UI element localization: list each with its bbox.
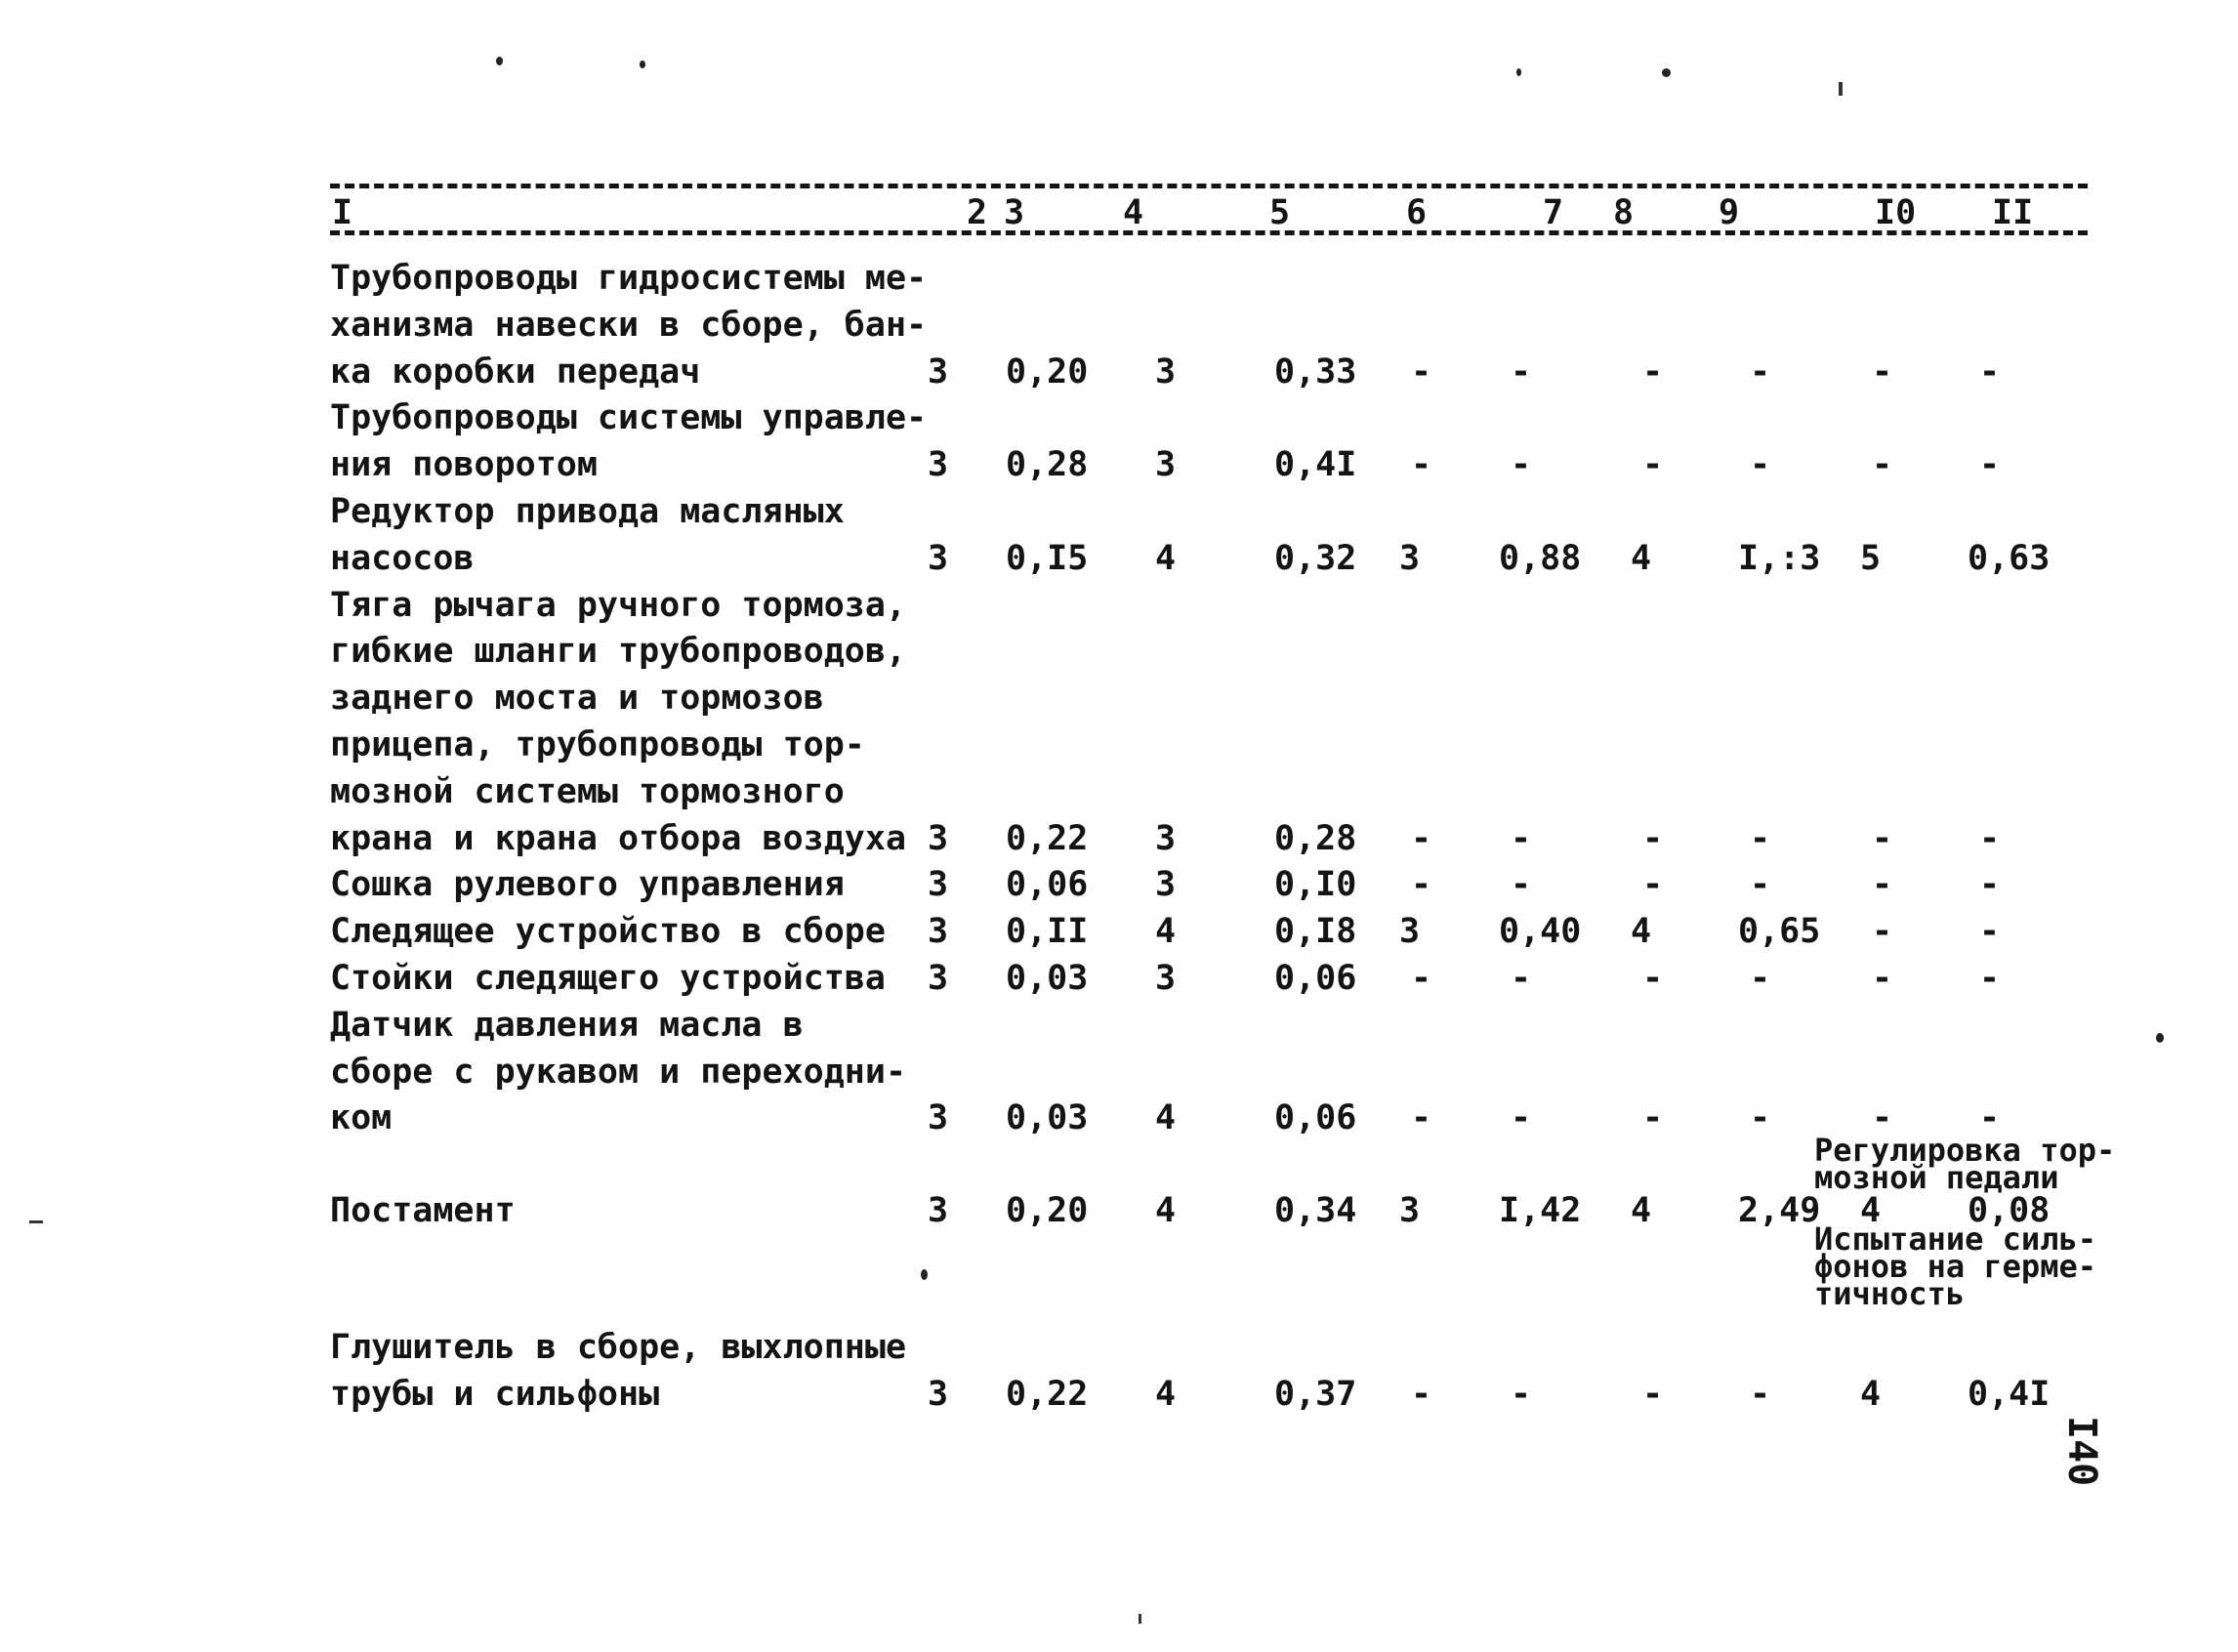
- table-cell: 0,II: [1006, 912, 1089, 951]
- table-cell: -: [1979, 912, 2001, 951]
- row-name-line: Редуктор привода масляных: [330, 492, 845, 531]
- table-cell: -: [1642, 959, 1664, 998]
- note-brake-pedal-line: Регулировка тор-: [1814, 1132, 2116, 1169]
- table-cell: -: [1642, 1098, 1664, 1137]
- table-cell: 4: [1155, 1191, 1177, 1230]
- row-name-line: Датчик давления масла в: [330, 1006, 804, 1045]
- table-cell: 0,06: [1274, 1098, 1357, 1137]
- table-cell: -: [1979, 1098, 2001, 1137]
- row-name-line: Глушитель в сборе, выхлопные: [330, 1328, 907, 1367]
- table-cell: -: [1979, 819, 2001, 858]
- page-number: I40: [2059, 1416, 2104, 1487]
- table-cell: -: [1411, 1098, 1432, 1137]
- column-number: I: [332, 193, 353, 232]
- table-cell: -: [1411, 959, 1432, 998]
- scan-speck: [2156, 1033, 2164, 1043]
- scan-speck: [496, 57, 503, 65]
- column-number: 9: [1719, 193, 1740, 232]
- table-cell: I,:3: [1738, 539, 1821, 578]
- row-name-line: ханизма навески в сборе, бан-: [330, 306, 928, 345]
- table-cell: 0,40: [1499, 912, 1582, 951]
- table-cell: 3: [928, 352, 949, 392]
- table-cell: -: [1872, 352, 1893, 392]
- table-cell: -: [1750, 819, 1771, 858]
- row-name-line: Сошка рулевого управления: [330, 865, 845, 904]
- row-name-line: сборе с рукавом и переходни-: [330, 1053, 907, 1092]
- column-number: 5: [1269, 193, 1291, 232]
- row-name-line: прицепа, трубопроводы тор-: [330, 725, 865, 764]
- table-cell: -: [1642, 819, 1664, 858]
- table-top-rule: [330, 184, 2088, 188]
- table-cell: 0,34: [1274, 1191, 1357, 1230]
- scan-speck: [921, 1269, 928, 1280]
- table-cell: 3: [1155, 819, 1177, 858]
- table-cell: 0,03: [1006, 1098, 1089, 1137]
- table-cell: -: [1872, 819, 1893, 858]
- table-cell: 5: [1860, 539, 1882, 578]
- table-cell: -: [1872, 912, 1893, 951]
- table-cell: 0,03: [1006, 959, 1089, 998]
- table-cell: 4: [1155, 1098, 1177, 1137]
- row-name-line: мозной системы тормозного: [330, 772, 845, 811]
- table-cell: 4: [1860, 1191, 1882, 1230]
- table-cell: -: [1979, 352, 2001, 392]
- column-number: II: [1992, 193, 2034, 232]
- table-cell: 3: [1399, 539, 1421, 578]
- note-bellows-test-line: Испытание силь-: [1814, 1220, 2096, 1258]
- table-cell: -: [1511, 819, 1532, 858]
- table-cell: 0,65: [1738, 912, 1821, 951]
- row-name-line: Тяга рычага ручного тормоза,: [330, 586, 907, 625]
- column-number: 2: [967, 193, 988, 232]
- table-cell: -: [1872, 959, 1893, 998]
- row-name-line: заднего моста и тормозов: [330, 679, 824, 718]
- table-cell: -: [1411, 1375, 1432, 1414]
- row-name-line: ком: [330, 1098, 393, 1137]
- table-cell: -: [1411, 865, 1432, 904]
- table-cell: 4: [1631, 912, 1652, 951]
- table-cell: 0,20: [1006, 1191, 1089, 1230]
- column-number: 6: [1406, 193, 1428, 232]
- table-cell: 3: [928, 819, 949, 858]
- row-name-line: ния поворотом: [330, 445, 598, 484]
- table-cell: 0,I0: [1274, 865, 1357, 904]
- table-cell: 0,22: [1006, 1375, 1089, 1414]
- table-cell: -: [1750, 959, 1771, 998]
- table-cell: -: [1750, 865, 1771, 904]
- table-cell: 3: [928, 1191, 949, 1230]
- table-cell: 4: [1860, 1375, 1882, 1414]
- note-bellows-test-line: тичность: [1814, 1275, 1966, 1312]
- table-cell: 0,32: [1274, 539, 1357, 578]
- table-cell: -: [1642, 1375, 1664, 1414]
- table-cell: 0,33: [1274, 352, 1357, 392]
- table-cell: 0,88: [1499, 539, 1582, 578]
- table-cell: 3: [928, 865, 949, 904]
- table-cell: -: [1872, 445, 1893, 484]
- row-name-line: гибкие шланги трубопроводов,: [330, 632, 907, 671]
- column-number: 3: [1004, 193, 1025, 232]
- table-cell: 4: [1155, 912, 1177, 951]
- table-cell: 3: [928, 1375, 949, 1414]
- scan-speck: [640, 61, 645, 68]
- table-cell: 3: [928, 959, 949, 998]
- table-cell: 3: [1155, 445, 1177, 484]
- table-cell: 3: [928, 912, 949, 951]
- column-number: 8: [1613, 193, 1635, 232]
- table-cell: -: [1750, 1098, 1771, 1137]
- header-dash-rule: [330, 230, 2088, 235]
- table-cell: -: [1750, 1375, 1771, 1414]
- scan-speck: [1839, 82, 1843, 96]
- table-cell: 4: [1155, 539, 1177, 578]
- table-cell: -: [1750, 445, 1771, 484]
- table-cell: 0,22: [1006, 819, 1089, 858]
- table-cell: 0,37: [1274, 1375, 1357, 1414]
- table-cell: -: [1642, 352, 1664, 392]
- table-cell: -: [1979, 865, 2001, 904]
- row-name-line: Следящее устройство в сборе: [330, 912, 886, 951]
- row-name-line: крана и крана отбора воздуха: [330, 819, 907, 858]
- table-cell: -: [1979, 959, 2001, 998]
- table-cell: 0,I8: [1274, 912, 1357, 951]
- table-cell: I,42: [1499, 1191, 1582, 1230]
- table-cell: 0,4I: [1968, 1375, 2051, 1414]
- scan-speck: [1139, 1614, 1141, 1624]
- table-cell: -: [1511, 1375, 1532, 1414]
- scan-speck: [29, 1220, 43, 1223]
- table-cell: -: [1411, 445, 1432, 484]
- table-cell: 4: [1631, 1191, 1652, 1230]
- scan-speck: [1516, 68, 1521, 76]
- row-name-line: ка коробки передач: [330, 352, 701, 392]
- row-name-line: Трубопроводы гидросистемы ме-: [330, 259, 928, 298]
- scan-speck: [1662, 68, 1671, 77]
- table-cell: -: [1872, 865, 1893, 904]
- table-cell: 0,06: [1006, 865, 1089, 904]
- table-cell: 0,28: [1006, 445, 1089, 484]
- note-brake-pedal-line: мозной педали: [1814, 1159, 2059, 1196]
- table-cell: 0,28: [1274, 819, 1357, 858]
- table-cell: -: [1642, 445, 1664, 484]
- table-cell: 0,I5: [1006, 539, 1089, 578]
- table-cell: 4: [1631, 539, 1652, 578]
- table-cell: 4: [1155, 1375, 1177, 1414]
- row-name-line: Трубопроводы системы управле-: [330, 398, 928, 437]
- table-cell: 3: [1399, 1191, 1421, 1230]
- table-cell: -: [1511, 959, 1532, 998]
- table-cell: 3: [1399, 912, 1421, 951]
- table-cell: 0,08: [1968, 1191, 2051, 1230]
- row-name-line: насосов: [330, 539, 475, 578]
- table-cell: -: [1642, 865, 1664, 904]
- table-cell: 2,49: [1738, 1191, 1821, 1230]
- table-cell: -: [1511, 1098, 1532, 1137]
- table-cell: 0,06: [1274, 959, 1357, 998]
- note-bellows-test-line: фонов на герме-: [1814, 1248, 2096, 1285]
- table-cell: 3: [1155, 959, 1177, 998]
- table-cell: -: [1872, 1098, 1893, 1137]
- table-cell: -: [1511, 352, 1532, 392]
- column-number: I0: [1875, 193, 1917, 232]
- table-cell: 3: [1155, 352, 1177, 392]
- table-cell: -: [1411, 819, 1432, 858]
- table-cell: -: [1411, 352, 1432, 392]
- table-cell: 0,63: [1968, 539, 2051, 578]
- table-cell: 3: [928, 539, 949, 578]
- table-cell: 0,4I: [1274, 445, 1357, 484]
- row-name-line: Стойки следящего устройства: [330, 959, 886, 998]
- table-cell: -: [1511, 445, 1532, 484]
- table-cell: -: [1511, 865, 1532, 904]
- column-number: 7: [1543, 193, 1564, 232]
- row-name-line: трубы и сильфоны: [330, 1375, 660, 1414]
- row-name-line: Постамент: [330, 1191, 516, 1230]
- table-cell: 0,20: [1006, 352, 1089, 392]
- table-cell: 3: [928, 445, 949, 484]
- table-cell: -: [1979, 445, 2001, 484]
- column-number: 4: [1123, 193, 1144, 232]
- table-cell: 3: [1155, 865, 1177, 904]
- table-cell: -: [1750, 352, 1771, 392]
- table-cell: 3: [928, 1098, 949, 1137]
